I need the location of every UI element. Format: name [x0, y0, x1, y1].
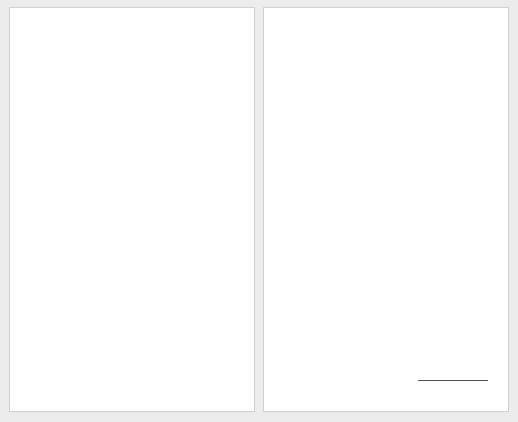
footnote-divider	[418, 380, 488, 381]
paragraph	[30, 157, 234, 186]
left-page	[9, 7, 255, 412]
paragraph	[30, 38, 234, 105]
right-page	[263, 7, 509, 412]
paragraph	[30, 188, 234, 284]
left-body-text	[30, 38, 234, 394]
paragraph	[284, 38, 488, 153]
paragraph	[30, 107, 234, 155]
paragraph	[284, 196, 488, 225]
right-running-head	[284, 23, 488, 33]
right-body-text	[284, 38, 488, 384]
paragraph	[284, 353, 488, 382]
paragraph	[284, 155, 488, 193]
paragraph	[284, 226, 488, 351]
paragraph	[30, 286, 234, 392]
left-running-head	[30, 23, 234, 33]
